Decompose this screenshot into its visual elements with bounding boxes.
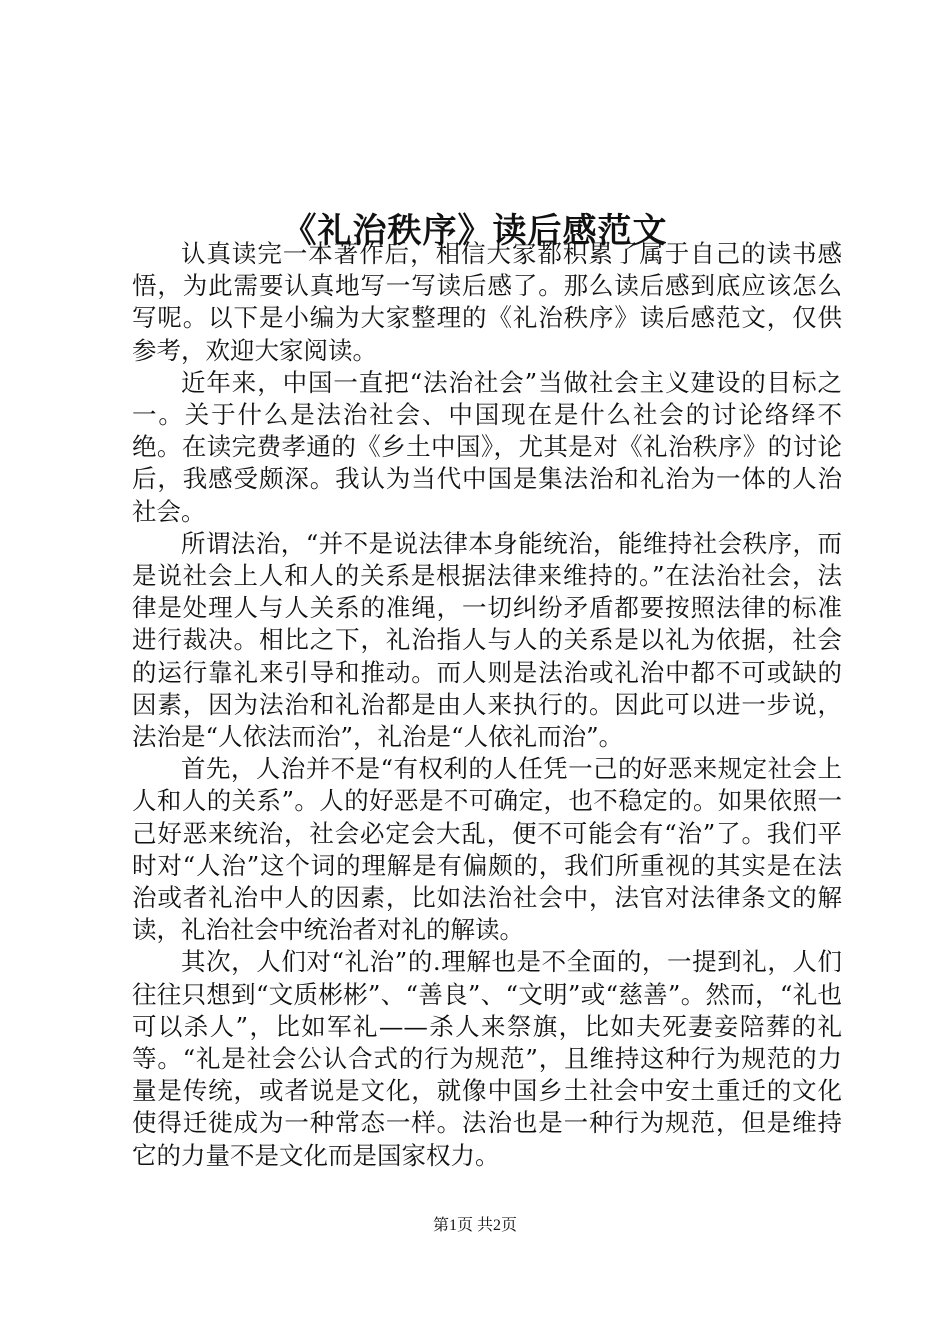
document-body bbox=[132, 238, 842, 1172]
page-number-footer: 第1页 共2页 bbox=[432, 1217, 517, 1234]
document-title: 《礼治秩序》读后感范文 bbox=[282, 210, 668, 251]
paragraph-second-point: 其次，人们对“礼治”的.理解也是不全面的，一提到礼，人们往往只想到“文质彬彬”、“善良”、“文明”或“慈善”。然而，“礼也可以杀人”，比如军礼——杀人来祭旗，比如夫死妻妾陪葬的礼等。“礼是社会公认合式的行为规范”，且维持这种行为规范的力量是传统，或者说是文化，就像中国乡土社会中安土重迁的文化使得迁徙成为一种常态一样。法治也是一种行为规范，但是维持它的力量不是文化而是国家权力。 bbox=[132, 947, 842, 1170]
paragraph-first-point: 首先，人治并不是“有权利的人任凭一己的好恶来规定社会上人和人的关系”。人的好恶是不可确定，也不稳定的。如果依照一己好恶来统治，社会必定会大乱，便不可能会有“治”了。我们平时对“人治”这个词的理解是有偏颇的，我们所重视的其实是在法治或者礼治中人的因素，比如法治社会中，法官对法律条文的解读，礼治社会中统治者对礼的解读。 bbox=[132, 754, 842, 945]
paragraph-intro: 认真读完一本著作后，相信大家都积累了属于自己的读书感悟，为此需要认真地写一写读后感了。那么读后感到底应该怎么写呢。以下是小编为大家整理的《礼治秩序》读后感范文，仅供参考，欢迎大家阅读。 bbox=[132, 239, 842, 365]
paragraph-definition-of-rule-of-law: 所谓法治，“并不是说法律本身能统治，能维持社会秩序，而是说社会上人和人的关系是根据法律来维持的。”在法治社会，法律是处理人与人关系的准绳，一切纠纷矛盾都要按照法律的标准进行裁决。相比之下，礼治指人与人的关系是以礼为依据，社会的运行靠礼来引导和推动。而人则是法治或礼治中都不可或缺的因素，因为法治和礼治都是由人来执行的。因此可以进一步说，法治是“人依法而治”，礼治是“人依礼而治”。 bbox=[132, 528, 842, 752]
paragraph-rule-of-law-society: 近年来，中国一直把“法治社会”当做社会主义建设的目标之一。关于什么是法治社会、中国现在是什么社会的讨论络绎不绝。在读完费孝通的《乡土中国》，尤其是对《礼治秩序》的讨论后，我感受颇深。我认为当代中国是集法治和礼治为一体的人治社会。 bbox=[132, 367, 842, 526]
